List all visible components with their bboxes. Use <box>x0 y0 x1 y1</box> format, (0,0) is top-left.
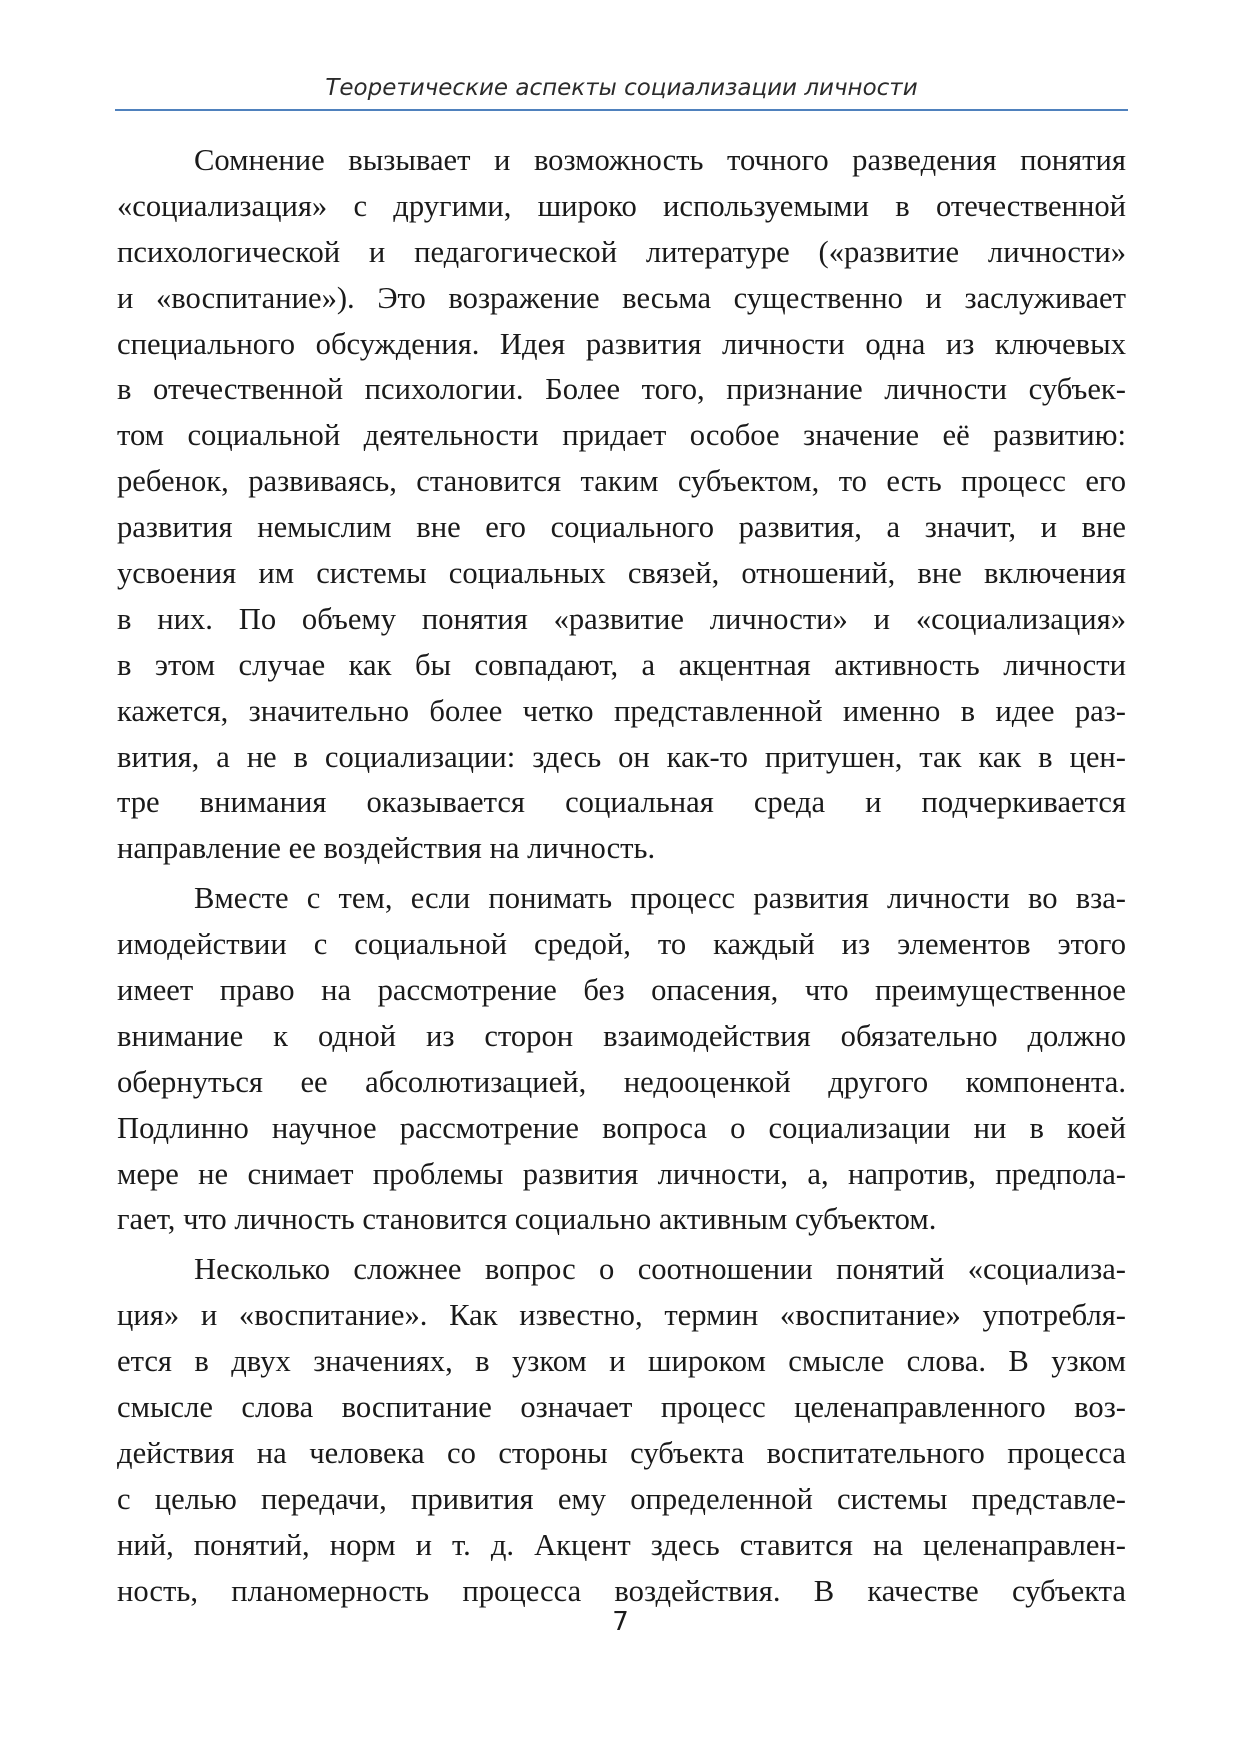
text-line: специального обсуждения. Идея развития личности одна из ключевых <box>117 326 1126 361</box>
text-line: смысле слова воспитание означает процесс целенаправленного воз- <box>117 1390 1126 1425</box>
body-text <box>117 138 1126 1615</box>
text-line: действия на человека со стороны субъекта воспитательного процесса <box>117 1435 1126 1470</box>
text-line: в них. По объему понятия «развитие личности» и «социализация» <box>117 601 1126 636</box>
text-line: «социализация» с другими, широко используемыми в отечественной <box>117 188 1126 223</box>
paragraph-1 <box>117 138 1126 872</box>
text-line: ность, планомерность процесса воздействия. В качестве субъекта <box>117 1573 1126 1608</box>
header-rule <box>115 109 1128 111</box>
text-line: Несколько сложнее вопрос о соотношении понятий «социализа- <box>194 1252 1126 1287</box>
text-line: мере не снимает проблемы развития личности, а, напротив, предпола- <box>117 1156 1126 1191</box>
paragraph-3 <box>117 1247 1126 1614</box>
text-line: вития, а не в социализации: здесь он как-то притушен, так как в цен- <box>117 739 1126 774</box>
text-line: тре внимания оказывается социальная среда и подчеркивается <box>117 785 1126 820</box>
running-header: Теоретические аспекты социализации личности <box>325 75 918 101</box>
text-line: ребенок, развиваясь, становится таким субъектом, то есть процесс его <box>117 464 1126 499</box>
text-line: Сомнение вызывает и возможность точного разведения понятия <box>194 143 1126 177</box>
text-line: развития немыслим вне его социального развития, а значит, и вне <box>117 510 1126 545</box>
text-line: в отечественной психологии. Более того, признание личности субъек- <box>117 372 1126 407</box>
text-line: внимание к одной из сторон взаимодействия обязательно должно <box>117 1018 1126 1053</box>
text-line: ний, понятий, норм и т. д. Акцент здесь ставится на целенаправлен- <box>117 1527 1126 1562</box>
text-line: усвоения им системы социальных связей, отношений, вне включения <box>117 556 1126 591</box>
text-line: направление ее воздействия на личность. <box>117 831 656 866</box>
text-line: ется в двух значениях, в узком и широком смысле слова. В узком <box>117 1344 1126 1379</box>
page-number: 7 <box>612 1607 629 1637</box>
text-line: Вместе с тем, если понимать процесс развития личности во вза- <box>194 881 1126 916</box>
text-line: имеет право на рассмотрение без опасения, что преимущественное <box>117 973 1126 1008</box>
text-line: обернуться ее абсолютизацией, недооценкой другого компонента. <box>117 1064 1126 1099</box>
text-line: в этом случае как бы совпадают, а акцентная активность личности <box>117 647 1126 682</box>
text-line: том социальной деятельности придает особое значение её развитию: <box>117 418 1126 453</box>
text-line: кажется, значительно более четко представленной именно в идее раз- <box>117 693 1126 728</box>
text-line: ция» и «воспитание». Как известно, термин «воспитание» употребля- <box>117 1298 1126 1333</box>
text-line: гает, что личность становится социально активным субъектом. <box>117 1202 937 1237</box>
text-line: психологической и педагогической литературе («развитие личности» <box>117 234 1126 269</box>
text-line: Подлинно научное рассмотрение вопроса о социализации ни в коей <box>117 1110 1126 1145</box>
text-line: имодействии с социальной средой, то каждый из элементов этого <box>117 927 1126 962</box>
paragraph-2 <box>117 876 1126 1243</box>
text-line: и «воспитание»). Это возражение весьма существенно и заслуживает <box>117 280 1126 315</box>
text-line: с целью передачи, привития ему определенной системы представле- <box>117 1481 1126 1516</box>
